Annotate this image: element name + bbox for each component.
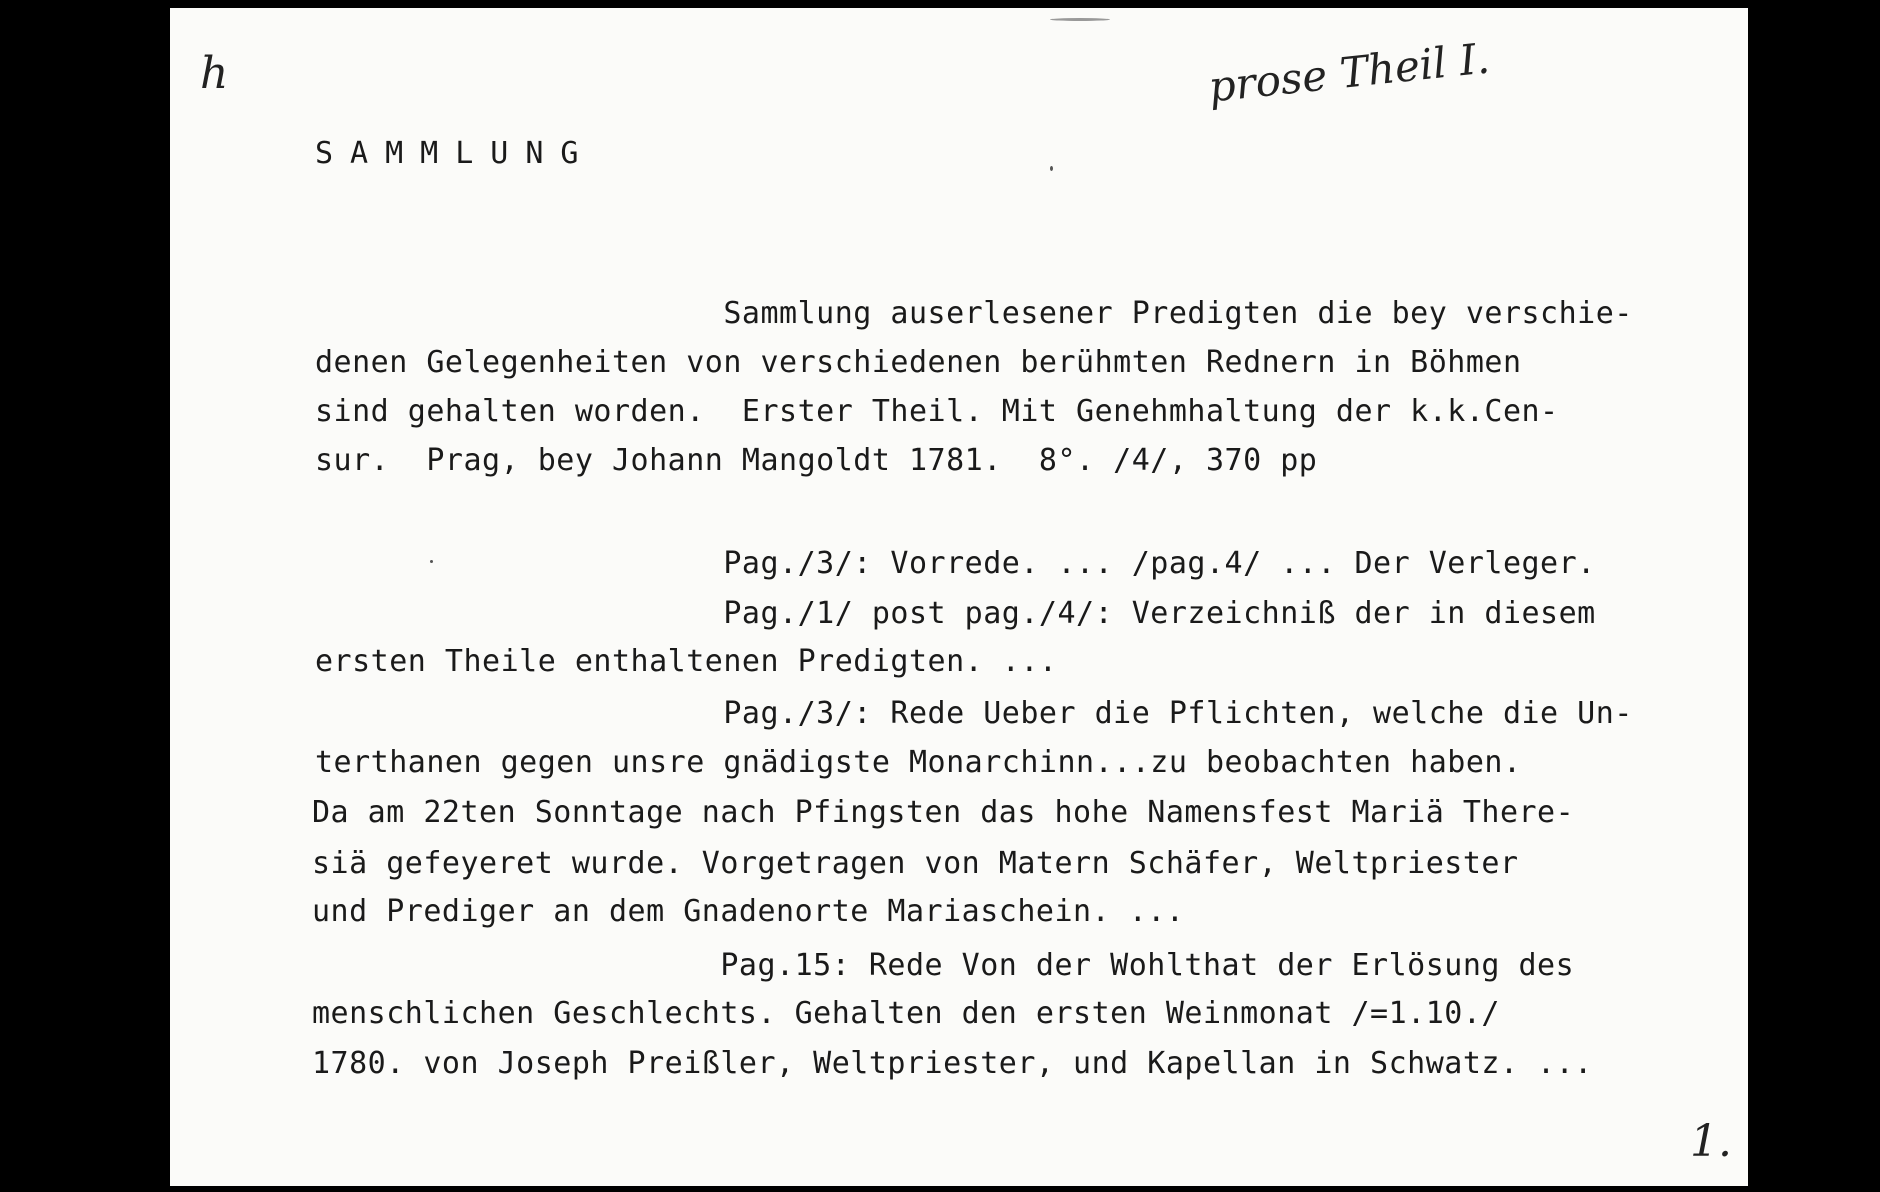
text-line: denen Gelegenheiten von verschiedenen berühmten Rednern in Böhmen: [315, 345, 1522, 380]
handwritten-page-number: 1.: [1690, 1116, 1732, 1167]
text-line: Pag./3/: Vorrede. ... /pag.4/ ... Der Verleger.: [315, 546, 1596, 581]
handwritten-corner-mark: h: [200, 48, 229, 99]
document-heading: SAMMLUNG: [315, 136, 596, 171]
text-line: Sammlung auserlesener Predigten die bey verschie-: [315, 296, 1633, 331]
text-line: menschlichen Geschlechts. Gehalten den ersten Weinmonat /=1.10./: [312, 996, 1500, 1031]
text-line: siä gefeyeret wurde. Vorgetragen von Matern Schäfer, Weltpriester: [312, 846, 1519, 881]
scan-speck: [1050, 166, 1053, 171]
text-line: und Prediger an dem Gnadenorte Mariaschein. ...: [312, 894, 1185, 929]
text-line: ersten Theile enthaltenen Predigten. ...: [315, 644, 1058, 679]
handwritten-top-note: prose Theil I.: [1206, 33, 1492, 112]
document-page: [170, 8, 1748, 1186]
text-line: terthanen gegen unsre gnädigste Monarchinn...zu beobachten haben.: [315, 745, 1522, 780]
scan-speck: [1050, 18, 1110, 21]
text-line: Pag./3/: Rede Ueber die Pflichten, welche die Un-: [315, 696, 1633, 731]
text-line: Pag./1/ post pag./4/: Verzeichniß der in diesem: [315, 596, 1596, 631]
text-line: sind gehalten worden. Erster Theil. Mit Genehmhaltung der k.k.Cen-: [315, 394, 1559, 429]
text-line: 1780. von Joseph Preißler, Weltpriester, und Kapellan in Schwatz. ...: [312, 1046, 1593, 1081]
text-line: sur. Prag, bey Johann Mangoldt 1781. 8°. /4/, 370 pp: [315, 443, 1318, 478]
text-line: Da am 22ten Sonntage nach Pfingsten das hohe Namensfest Mariä There-: [312, 795, 1575, 830]
text-line: Pag.15: Rede Von der Wohlthat der Erlösung des: [312, 948, 1575, 983]
